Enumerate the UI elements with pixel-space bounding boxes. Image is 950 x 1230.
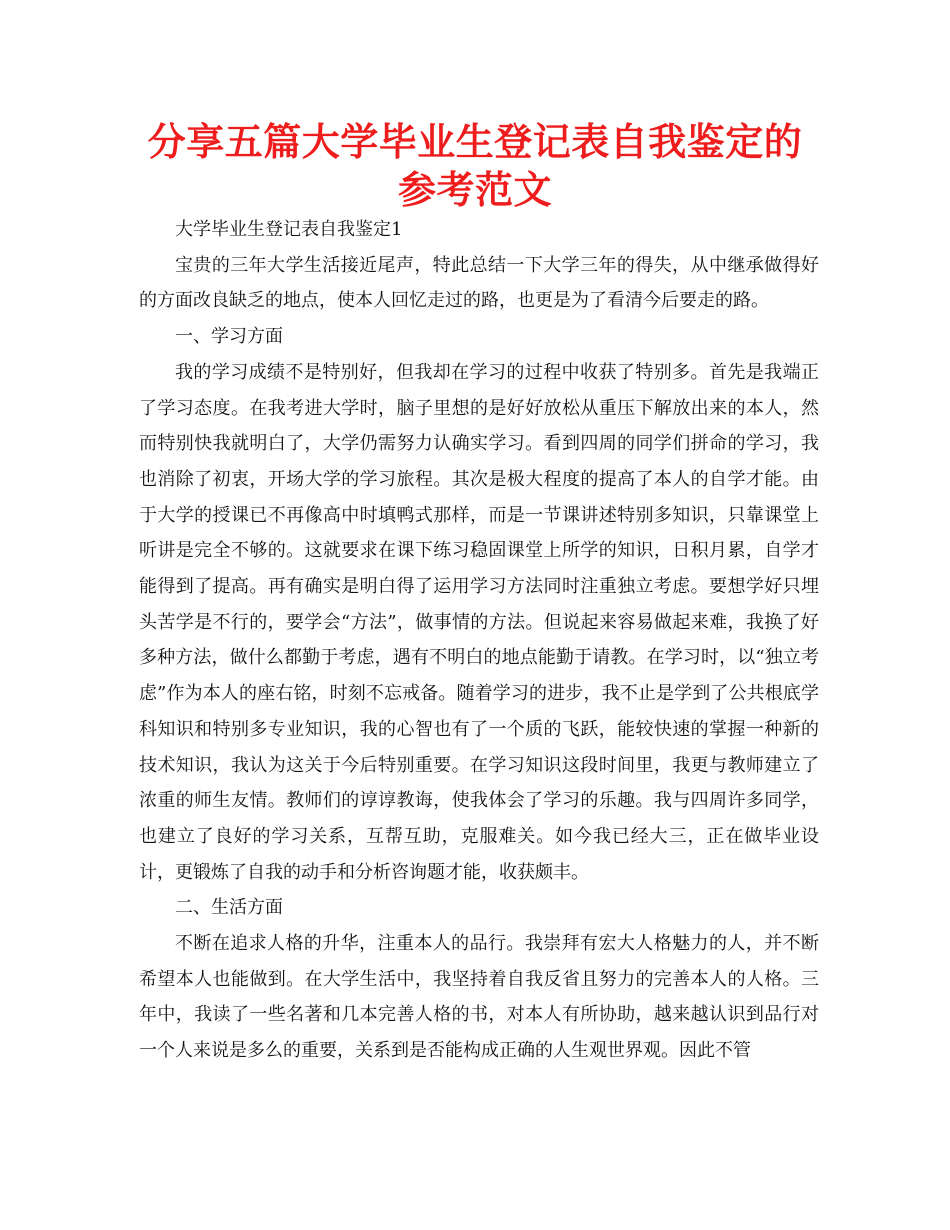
subheading-life: 二、生活方面	[175, 897, 283, 919]
document-title: 分享五篇大学毕业生登记表自我鉴定的参考范文	[147, 120, 803, 212]
paragraph-intro: 宝贵的三年大学生活接近尾声，特此总结一下大学三年的得失，从中继承做得好的方面改良缺乏的地点，使本人回忆走过的路，也更是为了看清今后要走的路。	[139, 254, 819, 312]
paragraph-study: 我的学习成绩不是特别好，但我却在学习的过程中收获了特别多。首先是我端正了学习态度。在我考进大学时，脑子里想的是好好放松从重压下解放出来的本人，然而特别快我就明白了，大学仍需努力认确实学习。看到四周的同学们拼命的学习，我也消除了初衷，开场大学的学习旅程。其次是极大程度的提高了本人的自学才能。由于大学的授课已不再像高中时填鸭式那样，而是一节课讲述特别多知识，只靠课堂上听讲是完全不够的。这就要求在课下练习稳固课堂上所学的知识，日积月累，自学才能得到了提高。再有确实是明白得了运用学习方法同时注重独立考虑。要想学好只埋头苦学是不行的，要学会“方法”，做事情的方法。但说起来容易做起来难，我换了好多种方法，做什么都勤于考虑，遇有不明白的地点能勤于请教。在学习时，以“独立考虑”作为本人的座右铭，时刻不忘戒备。随着学习的进步，我不止是学到了公共根底学科知识和特别多专业知识，我的心智也有了一个质的飞跃，能较快速的掌握一种新的技术知识，我认为这关于今后特别重要。在学习知识这段时间里，我更与教师建立了浓重的师生友情。教师们的谆谆教诲，使我体会了学习的乐趣。我与四周许多同学，也建立了良好的学习关系，互帮互助，克服难关。如今我已经大三，正在做毕业设计，更锻炼了自我的动手和分析咨询题才能，收获颇丰。	[139, 361, 819, 883]
subheading-study: 一、学习方面	[175, 326, 283, 348]
section-heading-1: 大学毕业生登记表自我鉴定1	[175, 219, 403, 240]
document-body	[139, 212, 819, 1069]
paragraph-life: 不断在追求人格的升华，注重本人的品行。我崇拜有宏大人格魅力的人，并不断希望本人也能做到。在大学生活中，我坚持着自我反省且努力的完善本人的人格。三年中，我读了一些名著和几本完善人格的书，对本人有所协助，越来越认识到品行对一个人来说是多么的重要，关系到是否能构成正确的人生观世界观。因此不管	[139, 933, 819, 1062]
